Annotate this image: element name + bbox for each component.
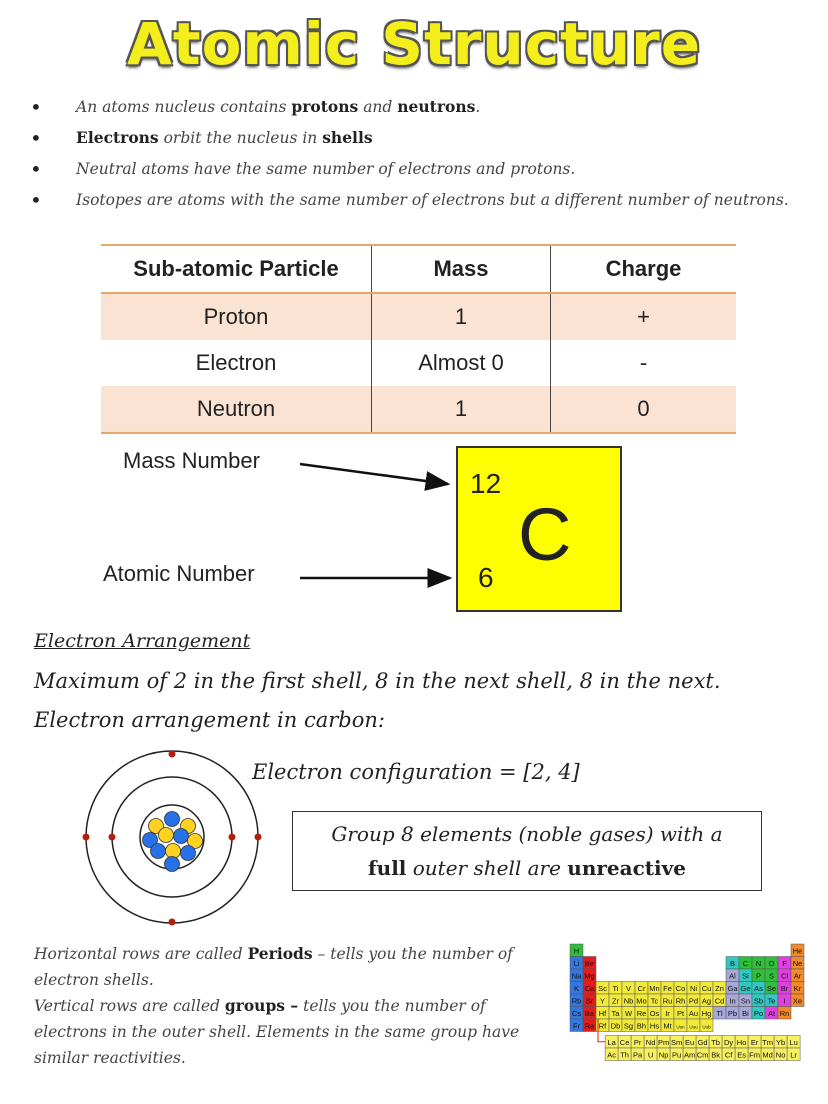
lanthanide-cell <box>657 1036 670 1049</box>
svg-text:Bh: Bh <box>636 1021 647 1031</box>
svg-text:U: U <box>647 1050 654 1060</box>
svg-text:Pb: Pb <box>727 1009 738 1018</box>
electron <box>255 834 262 841</box>
element-cell <box>596 994 609 1007</box>
element-cell <box>583 1007 596 1020</box>
svg-text:Ru: Ru <box>662 996 673 1006</box>
electron-configuration: Electron configuration = [2, 4] <box>252 760 580 784</box>
lanthanide-cell <box>644 1036 657 1049</box>
svg-text:Ne: Ne <box>792 959 803 968</box>
electron <box>169 919 176 926</box>
svg-text:Yb: Yb <box>776 1038 786 1047</box>
svg-text:Ti: Ti <box>612 984 619 993</box>
lanthanide-cell <box>722 1036 735 1049</box>
element-cell <box>609 982 622 995</box>
svg-text:Ba: Ba <box>584 1009 595 1018</box>
element-cell <box>583 1019 596 1032</box>
element-cell <box>687 994 700 1007</box>
text-run: Horizontal rows are called <box>34 945 248 963</box>
element-cell <box>583 994 596 1007</box>
lanthanide-cell <box>735 1036 748 1049</box>
column-header-charge: Charge <box>551 245 737 293</box>
svg-text:Cr: Cr <box>637 984 646 993</box>
element-cell <box>687 1019 700 1032</box>
actinide-cell <box>683 1048 696 1061</box>
svg-text:C: C <box>742 959 749 968</box>
element-cell <box>739 994 752 1007</box>
table-row <box>101 293 736 340</box>
svg-text:Ac: Ac <box>607 1050 616 1060</box>
electron <box>229 834 236 841</box>
svg-text:Zr: Zr <box>611 996 620 1006</box>
lanthanide-cell <box>774 1036 787 1049</box>
element-cell <box>700 982 713 995</box>
text-run: outer shell are <box>406 856 568 880</box>
svg-text:Be: Be <box>584 959 595 968</box>
element-cell <box>570 957 583 970</box>
emphasis-text: protons <box>291 97 359 116</box>
electron-arrangement-heading: Electron Arrangement <box>34 630 251 652</box>
page-title: Atomic Structure <box>126 10 702 78</box>
svg-text:Y: Y <box>599 996 606 1006</box>
svg-text:Se: Se <box>766 984 777 993</box>
svg-text:Cf: Cf <box>724 1050 733 1060</box>
carbon-arrangement-text: Electron arrangement in carbon: <box>34 708 385 732</box>
svg-text:Ca: Ca <box>584 984 595 993</box>
element-cell <box>739 1007 752 1020</box>
atomic-number-label: Atomic Number <box>103 561 255 586</box>
svg-text:Hs: Hs <box>649 1021 660 1031</box>
element-cell <box>726 982 739 995</box>
svg-text:La: La <box>607 1038 616 1047</box>
svg-text:Lu: Lu <box>789 1038 798 1047</box>
cell-particle: Electron <box>195 350 277 375</box>
svg-text:Rn: Rn <box>779 1009 790 1018</box>
svg-text:Mg: Mg <box>584 971 595 981</box>
element-cell <box>713 994 726 1007</box>
svg-text:B: B <box>729 959 736 968</box>
svg-text:Dy: Dy <box>724 1038 734 1047</box>
cell-mass: Almost 0 <box>372 340 551 386</box>
lanthanide-cell <box>761 1036 774 1049</box>
element-cell <box>778 994 791 1007</box>
actinide-cell <box>644 1048 657 1061</box>
svg-text:Hf: Hf <box>598 1009 607 1018</box>
element-cell <box>648 994 661 1007</box>
svg-text:I: I <box>783 996 786 1006</box>
cell-mass: 1 <box>372 293 551 340</box>
actinide-cell <box>605 1048 618 1061</box>
svg-text:Cm: Cm <box>696 1050 709 1060</box>
actinide-cell <box>696 1048 709 1061</box>
element-cell <box>752 982 765 995</box>
svg-text:Mn: Mn <box>649 984 660 993</box>
element-cell <box>791 944 804 957</box>
element-cell <box>791 957 804 970</box>
element-cell <box>674 994 687 1007</box>
svg-text:Pr: Pr <box>633 1038 642 1047</box>
svg-text:Uub: Uub <box>702 1024 711 1030</box>
svg-text:Si: Si <box>742 971 749 981</box>
svg-text:Tc: Tc <box>650 996 659 1006</box>
electron <box>169 751 176 758</box>
lanthanide-cell <box>696 1036 709 1049</box>
element-symbol: C <box>518 493 572 576</box>
lanthanide-cell <box>631 1036 644 1049</box>
lanthanide-cell <box>670 1036 683 1049</box>
svg-text:Re: Re <box>636 1009 647 1018</box>
svg-text:Te: Te <box>767 996 776 1006</box>
element-cell <box>661 982 674 995</box>
atomic-number-value: 6 <box>478 562 494 593</box>
svg-text:Zn: Zn <box>715 984 724 993</box>
svg-text:Gd: Gd <box>697 1038 708 1047</box>
element-cell <box>726 994 739 1007</box>
element-cell <box>765 982 778 995</box>
svg-text:Mo: Mo <box>636 996 647 1006</box>
actinide-cell <box>761 1048 774 1061</box>
periodic-table-image <box>568 942 814 1070</box>
svg-text:Ga: Ga <box>727 984 738 993</box>
svg-text:Ar: Ar <box>793 971 802 981</box>
emphasis-text: full <box>368 856 407 880</box>
lanthanide-cell <box>605 1036 618 1049</box>
element-cell <box>713 982 726 995</box>
element-cell <box>661 994 674 1007</box>
element-cell <box>622 994 635 1007</box>
cell-mass: 1 <box>372 386 551 433</box>
svg-text:Po: Po <box>753 1009 764 1018</box>
lanthanide-cell <box>618 1036 631 1049</box>
svg-text:Ir: Ir <box>665 1009 670 1018</box>
actinide-cell <box>722 1048 735 1061</box>
element-cell <box>778 957 791 970</box>
element-cell <box>752 957 765 970</box>
lanthanide-cell <box>709 1036 722 1049</box>
cell-particle: Neutron <box>101 386 372 433</box>
svg-text:Pt: Pt <box>676 1009 685 1018</box>
svg-text:Os: Os <box>649 1009 660 1018</box>
element-cell <box>622 1019 635 1032</box>
svg-text:Np: Np <box>658 1050 669 1060</box>
svg-text:Ta: Ta <box>611 1009 620 1018</box>
emphasis-text: unreactive <box>567 856 686 880</box>
element-cell <box>778 1007 791 1020</box>
carbon-element-box <box>456 446 622 612</box>
element-cell <box>622 982 635 995</box>
element-cell <box>739 982 752 995</box>
svg-text:Ge: Ge <box>740 984 751 993</box>
element-cell <box>570 969 583 982</box>
element-cell <box>596 1007 609 1020</box>
bullet-item <box>30 187 790 213</box>
svg-text:K: K <box>573 984 580 993</box>
svg-text:Tm: Tm <box>762 1038 774 1047</box>
svg-text:Db: Db <box>610 1021 621 1031</box>
element-cell <box>765 994 778 1007</box>
cell-charge: + <box>551 293 737 340</box>
actinide-cell <box>631 1048 644 1061</box>
text-run: An atoms nucleus contains <box>76 98 292 116</box>
actinide-cell <box>735 1048 748 1061</box>
svg-text:Tb: Tb <box>711 1038 720 1047</box>
cell-charge: 0 <box>551 386 737 433</box>
table-header-row <box>101 245 736 293</box>
element-cell <box>570 994 583 1007</box>
svg-text:Uun: Uun <box>676 1024 685 1030</box>
emphasis-text: groups – <box>224 996 299 1015</box>
element-cell <box>700 994 713 1007</box>
svg-text:Fe: Fe <box>663 984 672 993</box>
svg-text:Li: Li <box>573 959 580 968</box>
element-cell <box>765 957 778 970</box>
cell-particle: Proton <box>101 293 372 340</box>
element-cell <box>635 1007 648 1020</box>
element-cell <box>687 1007 700 1020</box>
svg-text:At: At <box>767 1009 776 1018</box>
element-cell <box>700 1019 713 1032</box>
subatomic-particle-table <box>101 244 736 434</box>
emphasis-text: Electrons <box>76 128 159 147</box>
svg-text:F: F <box>782 959 787 968</box>
actinide-cell <box>657 1048 670 1061</box>
key-facts-list <box>30 94 790 218</box>
svg-text:Ag: Ag <box>701 996 712 1006</box>
svg-text:Na: Na <box>571 971 582 981</box>
element-cell <box>570 982 583 995</box>
svg-text:Cs: Cs <box>571 1009 582 1018</box>
element-cell <box>635 1019 648 1032</box>
svg-text:Rf: Rf <box>598 1021 607 1031</box>
periods-groups-text <box>34 941 554 1071</box>
svg-text:H: H <box>573 946 580 956</box>
svg-text:Sn: Sn <box>740 996 751 1006</box>
svg-text:Th: Th <box>620 1050 629 1060</box>
element-cell <box>622 1007 635 1020</box>
element-cell <box>752 1007 765 1020</box>
element-cell <box>609 1007 622 1020</box>
table-row <box>101 340 736 386</box>
element-cell <box>700 1007 713 1020</box>
svg-text:Md: Md <box>762 1050 773 1060</box>
svg-text:Cu: Cu <box>701 984 712 993</box>
element-cell <box>609 994 622 1007</box>
svg-text:Ho: Ho <box>736 1038 747 1047</box>
svg-text:Nd: Nd <box>645 1038 656 1047</box>
element-cell <box>570 1019 583 1032</box>
svg-text:In: In <box>729 996 736 1006</box>
element-cell <box>648 982 661 995</box>
lanthanide-cell <box>748 1036 761 1049</box>
element-cell <box>765 969 778 982</box>
element-cell <box>674 1019 687 1032</box>
element-cell <box>791 969 804 982</box>
mass-number-label: Mass Number <box>123 448 260 473</box>
element-cell <box>609 1019 622 1032</box>
text-run: tells you the number of electrons in the outer shell. Elements in the same group have similar reactivities. <box>34 997 520 1067</box>
svg-text:Bi: Bi <box>742 1009 749 1018</box>
svg-text:As: As <box>754 984 763 993</box>
element-cell <box>583 957 596 970</box>
svg-text:Rb: Rb <box>571 996 582 1006</box>
svg-text:Sb: Sb <box>753 996 764 1006</box>
element-cell <box>661 1019 674 1032</box>
svg-text:Lr: Lr <box>790 1050 797 1060</box>
bullet-item <box>30 94 790 120</box>
actinide-cell <box>670 1048 683 1061</box>
text-run: Vertical rows are called <box>34 997 225 1015</box>
svg-text:Cd: Cd <box>714 996 725 1006</box>
svg-text:Pd: Pd <box>688 996 699 1006</box>
text-run: – tells you the number of electron shells. <box>34 945 513 989</box>
element-cell <box>778 969 791 982</box>
element-cell <box>583 969 596 982</box>
emphasis-text: neutrons <box>397 97 476 116</box>
element-cell <box>674 982 687 995</box>
svg-text:Fr: Fr <box>572 1021 581 1031</box>
shell-capacity-text: Maximum of 2 in the first shell, 8 in the next shell, 8 in the next. <box>34 669 721 693</box>
svg-text:Sr: Sr <box>585 996 594 1006</box>
svg-text:Kr: Kr <box>793 984 802 993</box>
element-cell <box>661 1007 674 1020</box>
column-header-particle: Sub-atomic Particle <box>101 245 372 293</box>
element-cell <box>752 969 765 982</box>
svg-text:Ni: Ni <box>689 984 698 993</box>
svg-text:Ce: Ce <box>619 1038 630 1047</box>
element-cell <box>596 982 609 995</box>
svg-text:Sg: Sg <box>623 1021 634 1031</box>
element-cell <box>739 969 752 982</box>
cell-charge: - <box>551 340 737 386</box>
svg-text:Au: Au <box>688 1009 699 1018</box>
svg-text:V: V <box>625 984 632 993</box>
svg-text:Eu: Eu <box>685 1038 695 1047</box>
element-cell <box>791 982 804 995</box>
svg-text:P: P <box>755 971 762 981</box>
table-row <box>101 386 736 433</box>
svg-text:Co: Co <box>675 984 686 993</box>
element-cell <box>687 982 700 995</box>
element-cell <box>739 957 752 970</box>
svg-text:W: W <box>624 1009 633 1018</box>
svg-text:Br: Br <box>780 984 789 993</box>
lanthanide-cell <box>787 1036 800 1049</box>
svg-text:Mt: Mt <box>663 1021 672 1031</box>
element-cell <box>713 1007 726 1020</box>
svg-text:Ra: Ra <box>584 1021 595 1031</box>
carbon-atom-diagram <box>82 750 262 930</box>
actinide-cell <box>787 1048 800 1061</box>
noble-note-line-1 <box>293 817 761 851</box>
mass-number-arrow <box>300 464 448 484</box>
noble-note-line-2 <box>293 851 761 885</box>
svg-text:Er: Er <box>750 1038 759 1047</box>
element-cell <box>570 944 583 957</box>
column-header-mass: Mass <box>372 245 551 293</box>
element-cell <box>635 982 648 995</box>
text-run: Neutral atoms have the same number of electrons and protons. <box>76 160 576 178</box>
svg-text:Pa: Pa <box>633 1050 643 1060</box>
svg-text:Bk: Bk <box>711 1050 720 1060</box>
element-cell <box>791 994 804 1007</box>
svg-text:Hg: Hg <box>701 1009 712 1018</box>
actinide-cell <box>618 1048 631 1061</box>
element-cell <box>726 1007 739 1020</box>
svg-text:S: S <box>768 971 775 981</box>
element-cell <box>752 994 765 1007</box>
svg-text:Sm: Sm <box>670 1038 683 1047</box>
element-cell <box>570 1007 583 1020</box>
svg-text:No: No <box>775 1050 786 1060</box>
emphasis-text: Periods <box>247 944 313 963</box>
emphasis-text: shells <box>322 128 373 147</box>
element-cell <box>726 969 739 982</box>
element-cell <box>635 994 648 1007</box>
electron <box>109 834 116 841</box>
text-run: Group 8 elements (noble gases) with a <box>331 822 723 846</box>
svg-text:Xe: Xe <box>792 996 803 1006</box>
text-run: . <box>475 98 481 116</box>
text-run: and <box>358 98 398 116</box>
svg-text:Cl: Cl <box>780 971 789 981</box>
mass-number-value: 12 <box>470 468 502 499</box>
svg-text:Sc: Sc <box>598 984 607 993</box>
svg-text:Am: Am <box>683 1050 696 1060</box>
element-cell <box>674 1007 687 1020</box>
svg-text:Uuu: Uuu <box>689 1024 698 1030</box>
element-cell <box>583 982 596 995</box>
svg-text:Tl: Tl <box>716 1009 723 1018</box>
bullet-item <box>30 156 790 182</box>
bullet-item <box>30 125 790 151</box>
svg-text:Rh: Rh <box>675 996 686 1006</box>
actinide-cell <box>748 1048 761 1061</box>
svg-text:Es: Es <box>737 1050 746 1060</box>
actinide-cell <box>774 1048 787 1061</box>
text-run: Isotopes are atoms with the same number of electrons but a different number of neutrons. <box>76 191 789 209</box>
svg-text:Pu: Pu <box>672 1050 682 1060</box>
svg-text:Pm: Pm <box>657 1038 670 1047</box>
noble-gases-note <box>292 811 762 891</box>
svg-text:O: O <box>768 959 775 968</box>
svg-text:Nb: Nb <box>623 996 634 1006</box>
text-run: orbit the nucleus in <box>158 129 323 147</box>
element-cell <box>648 1019 661 1032</box>
svg-text:N: N <box>755 959 762 968</box>
electron <box>83 834 90 841</box>
element-cell <box>726 957 739 970</box>
svg-text:Fm: Fm <box>749 1050 761 1060</box>
lanthanide-cell <box>683 1036 696 1049</box>
svg-text:He: He <box>792 946 803 956</box>
element-cell <box>778 982 791 995</box>
actinide-cell <box>709 1048 722 1061</box>
element-cell <box>648 1007 661 1020</box>
element-cell <box>765 1007 778 1020</box>
svg-text:Al: Al <box>729 971 736 981</box>
